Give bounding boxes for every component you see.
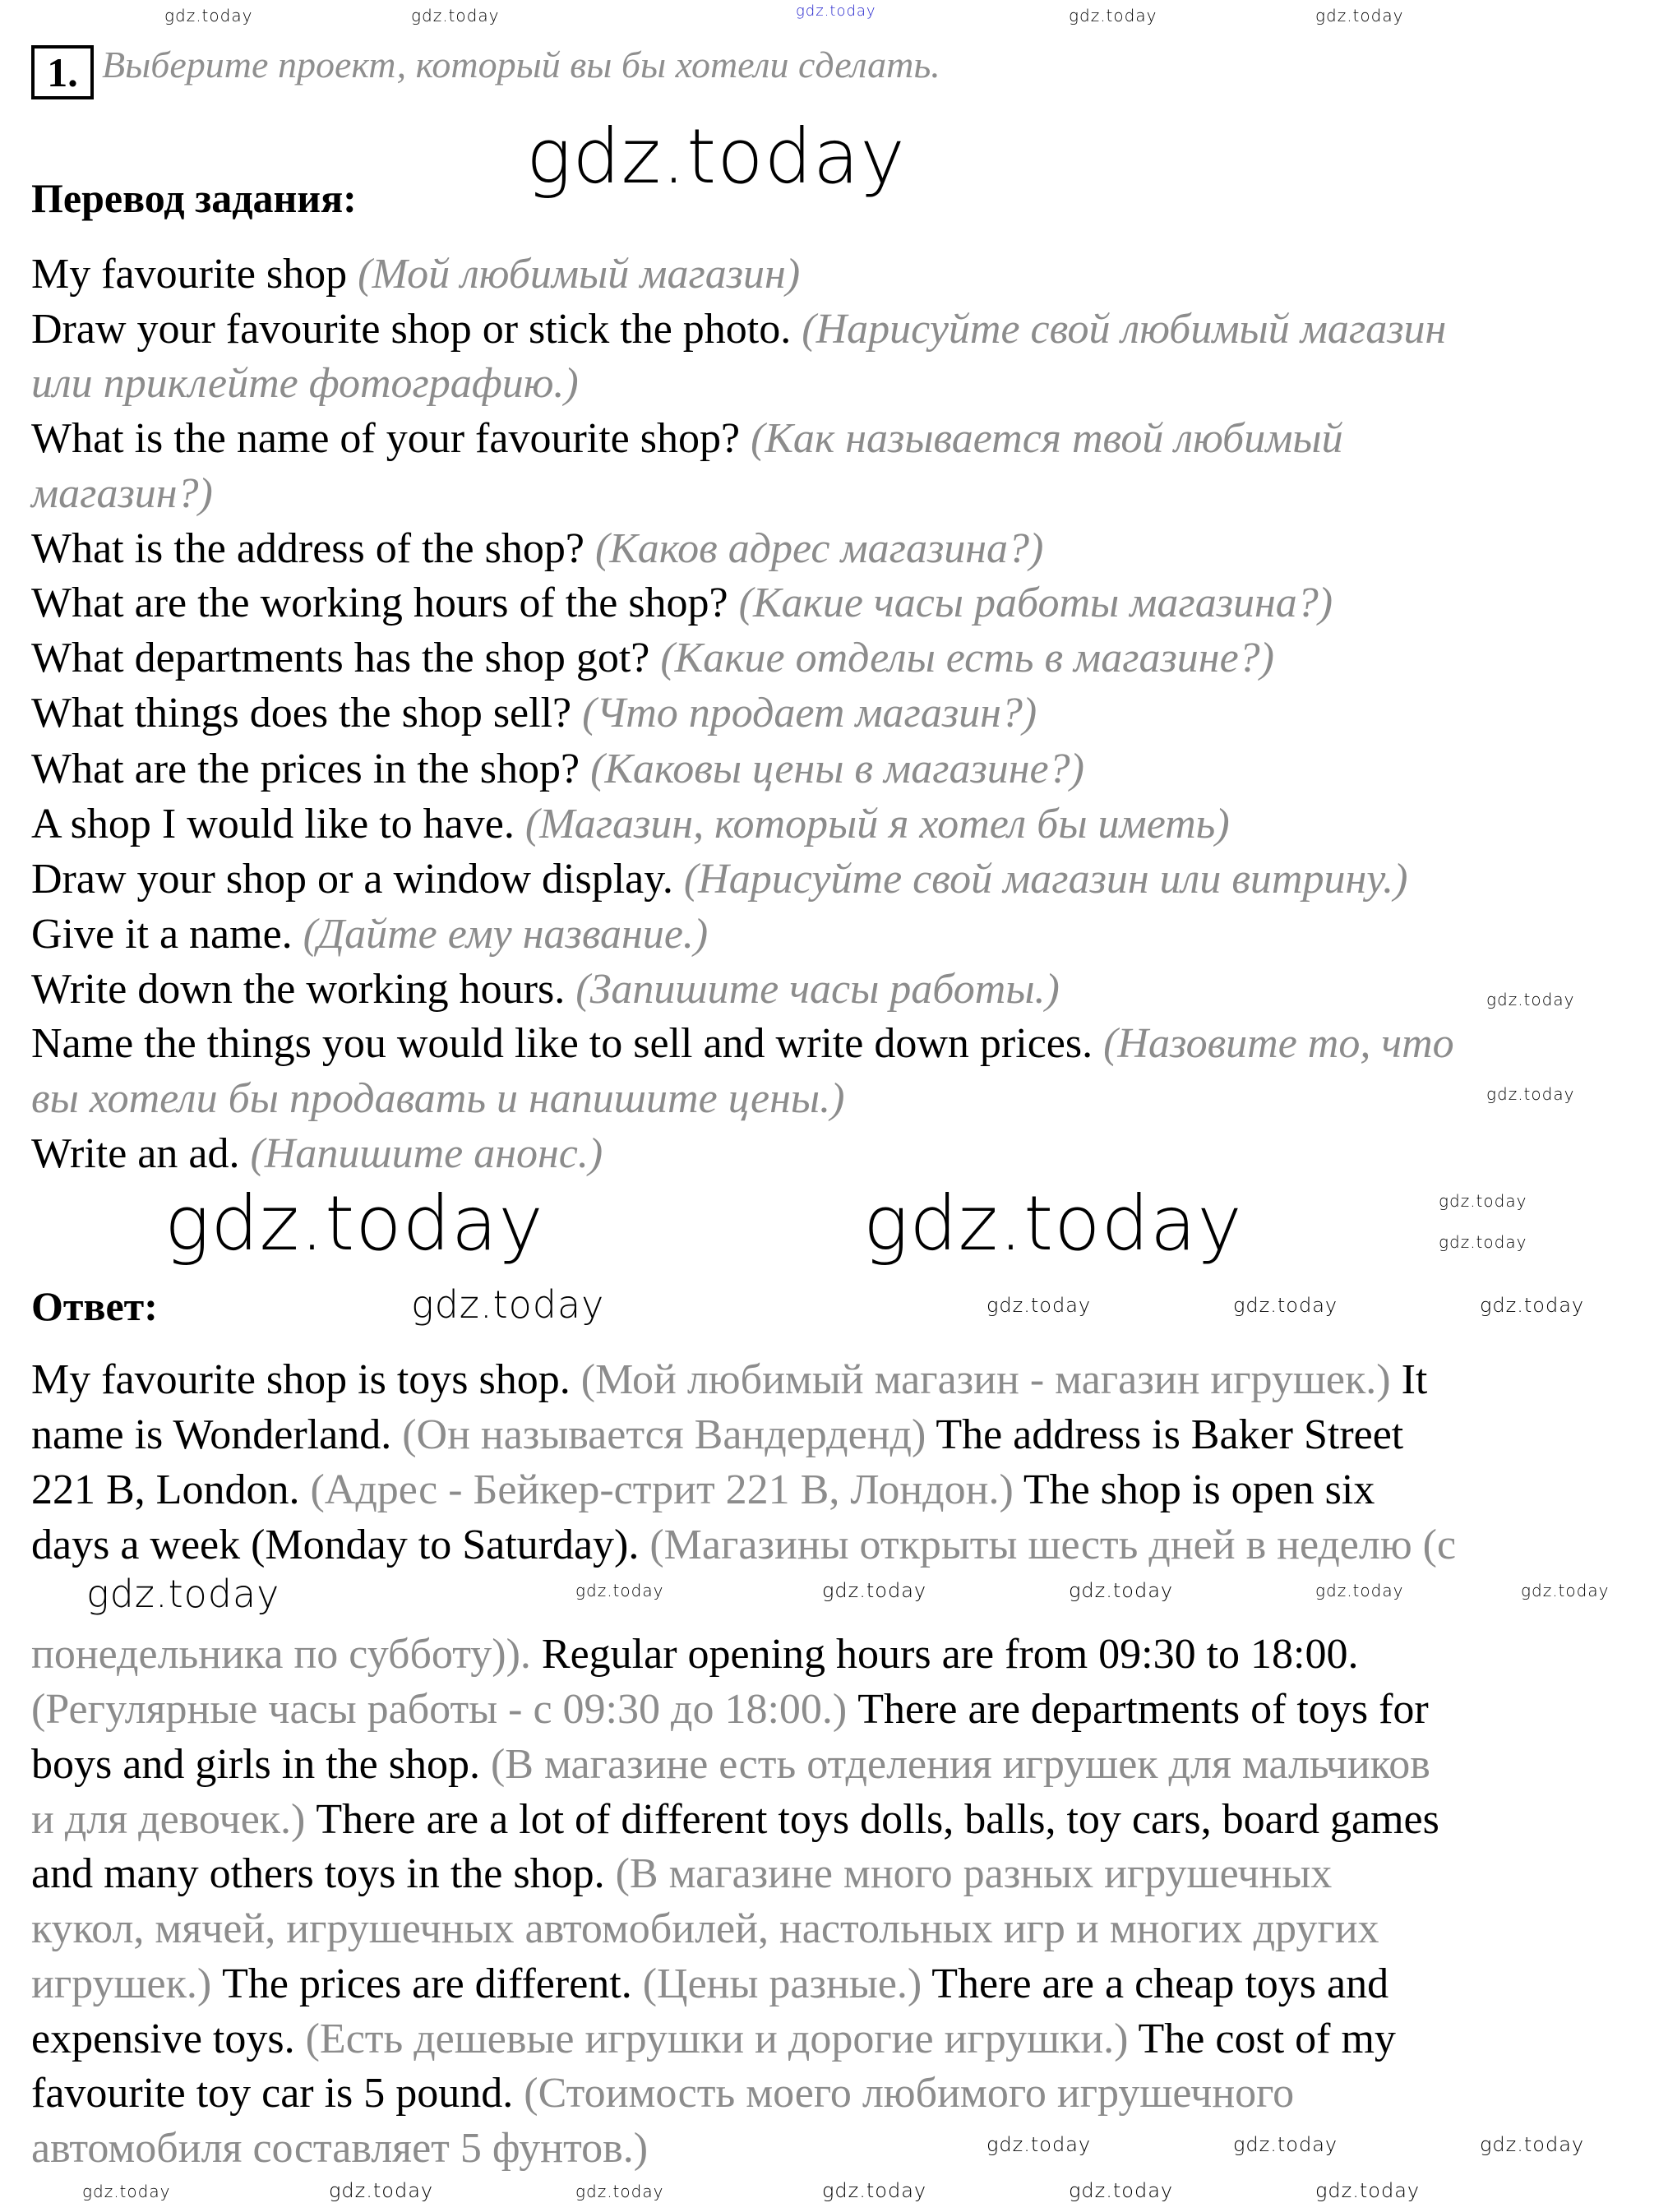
task-line [31,1018,1454,1069]
watermark: gdz.today [1315,2179,1421,2202]
task-line [31,304,1446,355]
english-text: Write down the working hours. [31,966,576,1013]
translation-text: (Запишите часы работы.) [575,966,1060,1013]
answer-line [31,1959,1388,2010]
answer-line [31,1629,1359,1680]
english-text: days a week (Monday to Saturday). [31,1522,650,1568]
english-text: There are a cheap toys and [922,1960,1389,2007]
translation-text: (Как называется твой любимый [751,415,1343,462]
answer-line [31,1849,1332,1900]
watermark: gdz.today [1486,990,1575,1009]
english-text: The prices are different. [211,1960,643,2007]
english-text: Write an ad. [31,1130,251,1177]
english-text: There are departments of toys for [847,1686,1429,1733]
translation-text: (В магазине много разных игрушечных [615,1850,1333,1897]
translation-text: (Напишите анонс.) [250,1130,603,1177]
task-line [31,524,1043,575]
task-line [31,688,1037,739]
watermark: gdz.today [796,2,876,20]
watermark: gdz.today [164,1180,544,1268]
english-text: Give it a name. [31,911,303,958]
watermark: gdz.today [1521,1581,1610,1600]
english-text: What is the address of the shop? [31,525,595,572]
task-line [31,1074,844,1124]
translation-text: магазин?) [31,470,213,517]
translation-text: (Магазины открыты шесть дней в неделю (с [649,1522,1457,1568]
watermark: gdz.today [1069,1579,1174,1602]
answer-line [31,1410,1403,1461]
exercise-instruction: Выберите проект, который вы бы хотели сделать. [102,44,940,85]
translation-text: (Каковы цены в магазине?) [590,746,1084,792]
english-text: Draw your favourite shop or stick the photo. [31,306,802,353]
task-line [31,964,1060,1015]
english-text: Name the things you would like to sell and write down prices. [31,1020,1104,1067]
answer-line [31,1794,1439,1845]
translation-text: и для девочек.) [31,1796,306,1843]
watermark: gdz.today [1486,1084,1575,1104]
watermark: gdz.today [575,1581,664,1600]
english-text: boys and girls in the shop. [31,1741,491,1788]
english-text: The cost of my [1128,2016,1396,2062]
translation-text: (Цены разные.) [642,1960,922,2007]
watermark: gdz.today [411,6,500,25]
answer-line [31,1904,1379,1955]
translation-text: (Стоимость моего любимого игрушечного [524,2070,1295,2117]
english-text: Draw your shop or a window display. [31,856,684,903]
translation-text: (Назовите то, что [1103,1020,1454,1067]
english-text: The shop is open six [1013,1466,1375,1513]
task-line [31,413,1343,464]
english-text: What is the name of your favourite shop? [31,415,751,462]
english-text: My favourite shop is toys shop. [31,1356,581,1403]
task-line [31,799,1230,850]
watermark: gdz.today [1480,2133,1585,2156]
english-text: It [1390,1356,1428,1403]
watermark: gdz.today [1069,2179,1174,2202]
translation-text: (Он называется Вандерденд) [402,1411,926,1458]
task-line [31,358,579,409]
translation-text: (Каков адрес магазина?) [594,525,1044,572]
answer-line [31,1520,1456,1571]
answer-line [31,2123,648,2174]
english-text: What are the working hours of the shop? [31,580,739,626]
watermark: gdz.today [986,1294,1092,1317]
english-text: favourite toy car is 5 pound. [31,2070,524,2117]
watermark: gdz.today [863,1180,1243,1268]
watermark: gdz.today [164,6,253,25]
answer-line [31,2068,1294,2119]
watermark: gdz.today [986,2133,1092,2156]
translation-text: понедельника по субботу)). [31,1631,531,1678]
english-text: and many others toys in the shop. [31,1850,616,1897]
watermark: gdz.today [86,1572,280,1616]
exercise-number: 1. [31,45,94,99]
task-line [31,744,1084,795]
translation-text: (Есть дешевые игрушки и дорогие игрушки.) [305,2016,1129,2062]
translation-text: (Нарисуйте свой любимый магазин [802,306,1447,353]
task-line [31,854,1407,905]
english-text: name is Wonderland. [31,1411,403,1458]
translation-text: (Мой любимый магазин - магазин игрушек.) [580,1356,1391,1403]
translation-text: (Нарисуйте свой магазин или витрину.) [683,856,1408,903]
english-text: The address is Baker Street [926,1411,1404,1458]
english-text: My favourite shop [31,251,358,298]
task-line [31,633,1274,684]
watermark: gdz.today [822,2179,927,2202]
translation-text: (Что продает магазин?) [582,690,1037,737]
translation-text: (В магазине есть отделения игрушек для мальчиков [490,1741,1430,1788]
translation-text: (Дайте ему название.) [303,911,709,958]
watermark: gdz.today [1069,6,1157,25]
task-line [31,469,213,520]
watermark: gdz.today [526,113,906,201]
answer-line [31,1465,1375,1516]
english-text: What things does the shop sell? [31,690,583,737]
translation-text: вы хотели бы продавать и напишите цены.) [31,1075,845,1122]
watermark: gdz.today [82,2182,171,2201]
watermark: gdz.today [1439,1232,1527,1252]
english-text: Regular opening hours are from 09:30 to 18:00. [530,1631,1359,1678]
watermark: gdz.today [1439,1191,1527,1211]
translation-text: (Какие часы работы магазина?) [738,580,1333,626]
watermark: gdz.today [575,2182,664,2201]
translation-text: (Мой любимый магазин) [358,251,801,298]
task-line [31,578,1333,629]
translation-text: или приклейте фотографию.) [31,360,579,407]
english-text: There are a lot of different toys dolls, balls, toy cars, board games [305,1796,1439,1843]
task-line [31,1129,603,1180]
translation-text: (Магазин, который я хотел бы иметь) [524,801,1230,847]
task-line [31,249,800,300]
english-text: What are the prices in the shop? [31,746,591,792]
watermark: gdz.today [1233,2133,1338,2156]
translation-text: автомобиля составляет 5 фунтов.) [31,2125,649,2172]
translation-text: (Какие отделы есть в магазине?) [660,635,1274,681]
translation-text: (Адрес - Бейкер-стрит 221 B, Лондон.) [310,1466,1014,1513]
translation-text: (Регулярные часы работы - с 09:30 до 18:00.) [31,1686,848,1733]
watermark: gdz.today [1480,1294,1585,1317]
english-text: 221 B, London. [31,1466,311,1513]
answer-line [31,1684,1429,1735]
english-text: A shop I would like to have. [31,801,525,847]
watermark: gdz.today [1315,1581,1404,1600]
watermark: gdz.today [329,2179,434,2202]
task-line [31,909,708,960]
answer-line [31,2014,1396,2065]
english-text: What departments has the shop got? [31,635,661,681]
answer-line [31,1355,1427,1406]
watermark: gdz.today [1233,1294,1338,1317]
english-text: expensive toys. [31,2016,306,2062]
translation-text: игрушек.) [31,1960,212,2007]
answer-heading: Ответ: [31,1283,158,1329]
task-translation-heading: Перевод задания: [31,175,357,221]
watermark: gdz.today [822,1579,927,1602]
translation-text: кукол, мячей, игрушечных автомобилей, настольных игр и многих других [31,1905,1379,1952]
answer-line [31,1739,1430,1790]
watermark: gdz.today [411,1282,605,1327]
watermark: gdz.today [1315,6,1404,25]
